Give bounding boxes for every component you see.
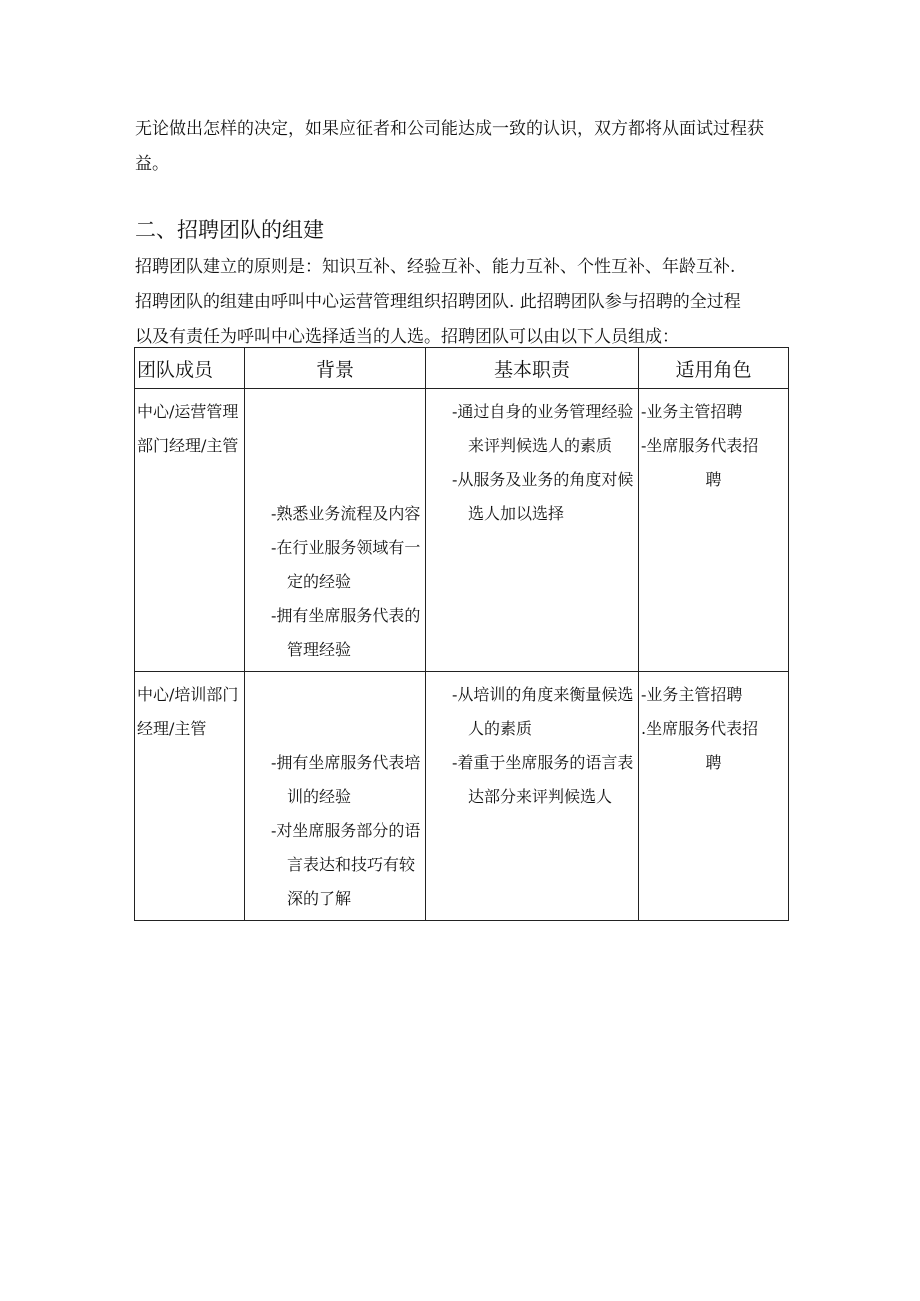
role-item: -业务主管招聘 bbox=[641, 685, 743, 704]
table-header-row bbox=[135, 348, 789, 389]
paragraph-line: 以及有责任为呼叫中心选择适当的人选。招聘团队可以由以下人员组成： bbox=[135, 327, 679, 347]
team-table bbox=[134, 347, 789, 921]
cell-member: 中心/运营管理部门经理/主管 bbox=[135, 389, 245, 672]
table-row bbox=[135, 672, 789, 921]
header-duties: 基本职责 bbox=[426, 348, 639, 389]
cell-roles bbox=[639, 672, 789, 921]
cell-roles bbox=[639, 389, 789, 672]
duty-item: -通过自身的业务管理经验来评判候选人的素质 bbox=[452, 402, 634, 455]
header-member: 团队成员 bbox=[135, 348, 245, 389]
paragraph-line: 招聘团队建立的原则是：知识互补、经验互补、能力互补、个性互补、年龄互补. bbox=[135, 257, 736, 277]
duty-item: -着重于坐席服务的语言表达部分来评判候选人 bbox=[452, 753, 634, 806]
background-item: -拥有坐席服务代表培训的经验 bbox=[271, 753, 421, 806]
cell-background bbox=[245, 672, 426, 921]
background-item: -在行业服务领域有一定的经验 bbox=[271, 538, 421, 591]
section-heading: 二、招聘团队的组建 bbox=[135, 218, 324, 242]
paragraph-line: 招聘团队的组建由呼叫中心运营管理组织招聘团队. 此招聘团队参与招聘的全过程 bbox=[135, 292, 741, 312]
duty-item: -从培训的角度来衡量候选人的素质 bbox=[452, 685, 634, 738]
cell-duties bbox=[426, 389, 639, 672]
role-item: -坐席服务代表招 bbox=[641, 436, 759, 455]
role-item: 聘 bbox=[705, 470, 722, 489]
cell-background bbox=[245, 389, 426, 672]
section-paragraph bbox=[135, 250, 795, 355]
background-item: -对坐席服务部分的语言表达和技巧有较深的了解 bbox=[271, 821, 421, 908]
background-item: -拥有坐席服务代表的管理经验 bbox=[271, 606, 421, 659]
header-background: 背景 bbox=[245, 348, 426, 389]
role-item: -业务主管招聘 bbox=[641, 402, 743, 421]
intro-paragraph: 无论做出怎样的决定，如果应征者和公司能达成一致的认识，双方都将从面试过程获益。 bbox=[135, 119, 764, 174]
cell-member: 中心/培训部门经理/主管 bbox=[135, 672, 245, 921]
cell-duties bbox=[426, 672, 639, 921]
header-roles: 适用角色 bbox=[639, 348, 789, 389]
table-row bbox=[135, 389, 789, 672]
role-item: .坐席服务代表招 bbox=[641, 719, 759, 738]
role-item: 聘 bbox=[705, 753, 722, 772]
background-item: -熟悉业务流程及内容 bbox=[271, 504, 421, 523]
duty-item: -从服务及业务的角度对候选人加以选择 bbox=[452, 470, 634, 523]
